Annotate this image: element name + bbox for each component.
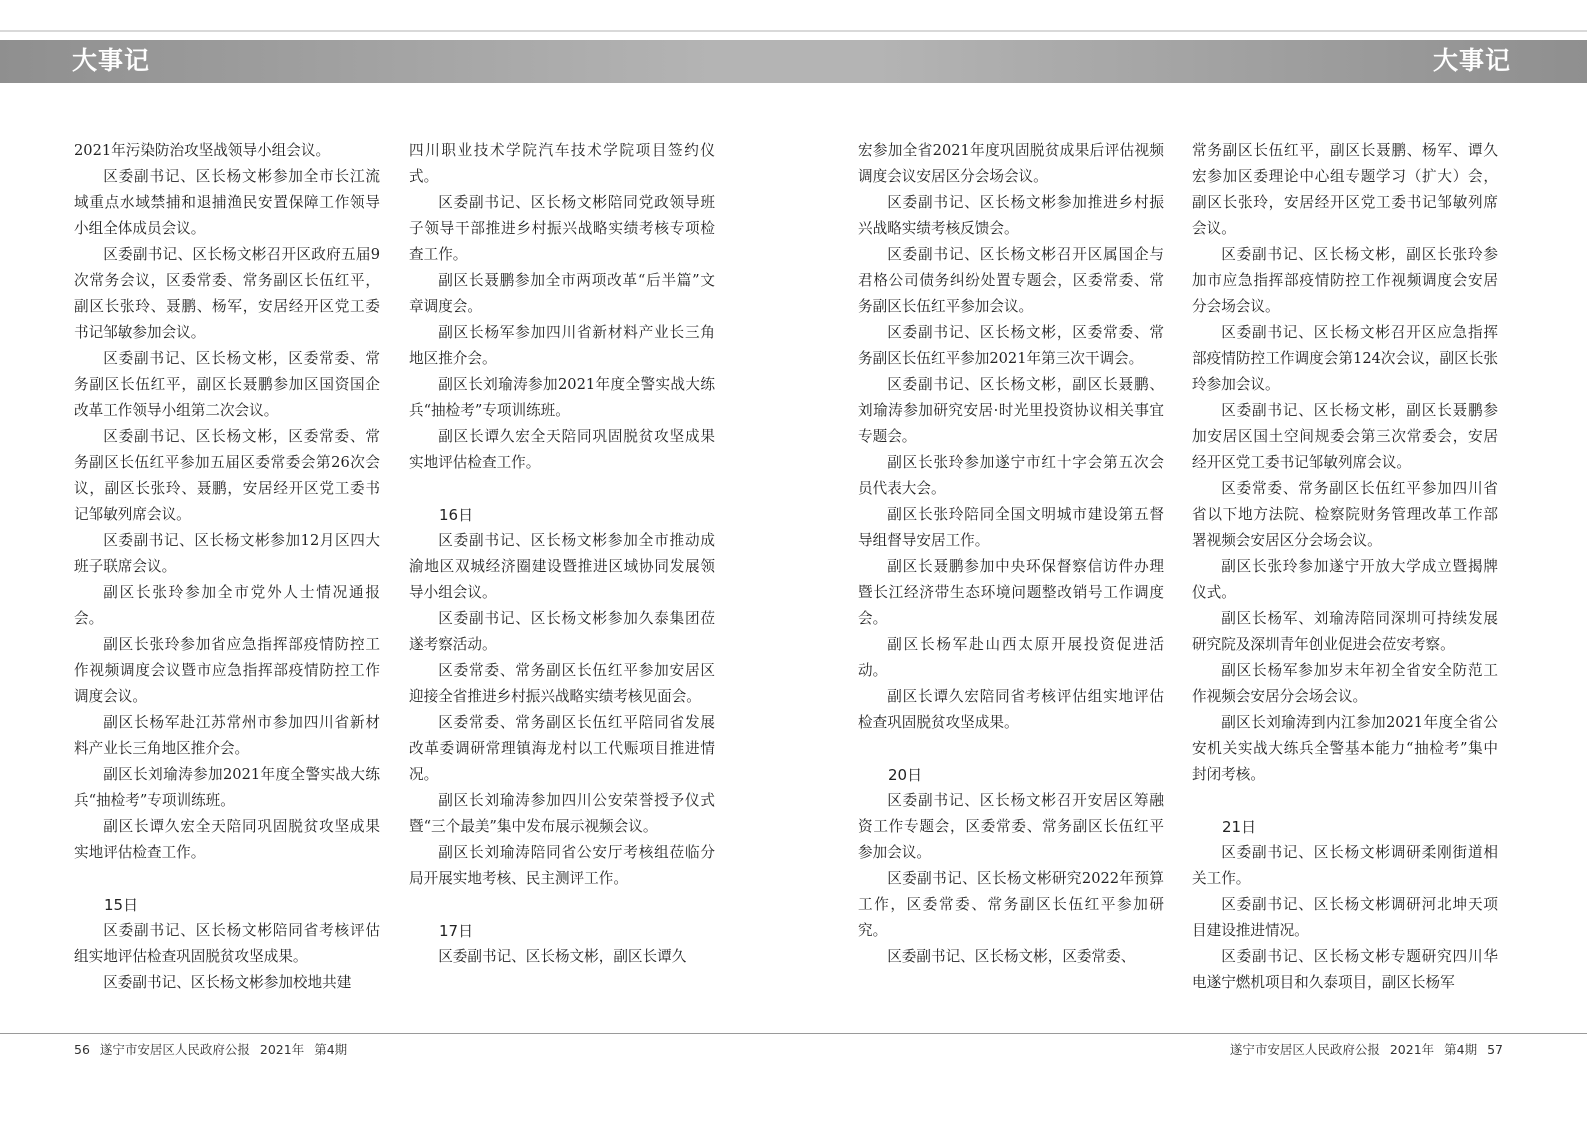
event-paragraph: 区委副书记、区长杨文彬，区委常委、常务副区长伍红平，副区长聂鹏参加区国资国企改革工作领导小组第二次会议。 <box>74 350 380 419</box>
text-column-2 <box>409 138 715 970</box>
issue-number-left: 第4期 <box>314 1042 348 1057</box>
event-paragraph: 副区长刘瑜涛参加四川公安荣誉授予仪式暨“三个最美”集中发布展示视频会议。 <box>409 792 715 835</box>
event-paragraph: 区委副书记、区长杨文彬召开区应急指挥部疫情防控工作调度会第124次会议，副区长张玲参加会议。 <box>1192 324 1498 393</box>
event-paragraph: 区委常委、常务副区长伍红平陪同省发展改革委调研常理镇海龙村以工代赈项目推进情况。 <box>409 714 715 783</box>
event-paragraph: 区委副书记、区长杨文彬陪同党政领导班子领导干部推进乡村振兴战略实绩考核专项检查工作。 <box>409 194 715 263</box>
event-paragraph: 区委副书记、区长杨文彬，副区长谭久 <box>438 948 687 965</box>
date-heading: 15日 <box>104 896 139 914</box>
event-paragraph: 副区长张玲参加全市党外人士情况通报会。 <box>74 584 380 627</box>
date-heading: 16日 <box>439 506 474 524</box>
event-paragraph: 区委副书记、区长杨文彬参加久泰集团莅遂考察活动。 <box>409 610 715 653</box>
event-paragraph: 区委常委、常务副区长伍红平参加四川省省以下地方法院、检察院财务管理改革工作部署视频会安居区分会场会议。 <box>1192 480 1498 549</box>
text-column-1 <box>74 138 380 996</box>
page-number-right: 57 <box>1487 1042 1503 1057</box>
continued-paragraph: 宏参加全省2021年度巩固脱贫成果后评估视频调度会议安居区分会场会议。 <box>858 142 1164 185</box>
publication-name-right: 遂宁市安居区人民政府公报 <box>1229 1042 1380 1057</box>
event-paragraph: 副区长刘瑜涛参加2021年度全警实战大练兵“抽检考”专项训练班。 <box>74 766 380 809</box>
text-column-4 <box>1192 138 1498 996</box>
event-paragraph: 副区长谭久宏陪同省考核评估组实地评估检查巩固脱贫攻坚成果。 <box>858 688 1164 731</box>
event-paragraph: 副区长杨军赴江苏常州市参加四川省新材料产业长三角地区推介会。 <box>74 714 380 757</box>
event-paragraph: 区委副书记、区长杨文彬研究2022年预算工作，区委常委、常务副区长伍红平参加研究。 <box>858 870 1164 939</box>
publication-name-left: 遂宁市安居区人民政府公报 <box>99 1042 250 1057</box>
event-paragraph: 区委副书记、区长杨文彬，区委常委、常务副区长伍红平参加五届区委常委会第26次会议，副区长张玲、聂鹏，安居经开区党工委书记邹敏列席会议。 <box>74 428 380 523</box>
event-paragraph: 区委常委、常务副区长伍红平参加安居区迎接全省推进乡村振兴战略实绩考核见面会。 <box>409 662 715 705</box>
event-paragraph: 副区长张玲参加遂宁市红十字会第五次会员代表大会。 <box>858 454 1164 497</box>
section-title-left: 大事记 <box>72 46 151 75</box>
publication-year-right: 2021年 <box>1389 1042 1435 1057</box>
event-paragraph: 副区长杨军、刘瑜涛陪同深圳可持续发展研究院及深圳青年创业促进会莅安考察。 <box>1192 610 1498 653</box>
event-paragraph: 副区长聂鹏参加中央环保督察信访件办理暨长江经济带生态环境问题整改销号工作调度会。 <box>858 558 1164 627</box>
event-paragraph: 副区长张玲参加省应急指挥部疫情防控工作视频调度会议暨市应急指挥部疫情防控工作调度会议。 <box>74 636 380 705</box>
header-band <box>0 40 1587 83</box>
event-paragraph: 副区长聂鹏参加全市两项改革“后半篇”文章调度会。 <box>409 272 715 315</box>
event-paragraph: 副区长刘瑜涛参加2021年度全警实战大练兵“抽检考”专项训练班。 <box>409 376 715 419</box>
continued-paragraph: 2021年污染防治攻坚战领导小组会议。 <box>74 142 331 159</box>
top-rule <box>0 30 1587 32</box>
footer-left <box>74 1040 353 1060</box>
continued-paragraph: 四川职业技术学院汽车技术学院项目签约仪式。 <box>409 142 715 185</box>
text-column-3 <box>858 138 1164 970</box>
continued-paragraph: 常务副区长伍红平，副区长聂鹏、杨军、谭久宏参加区委理论中心组专题学习（扩大）会，副区长张玲，安居经开区党工委书记邹敏列席会议。 <box>1192 142 1498 237</box>
event-paragraph: 区委副书记、区长杨文彬专题研究四川华电遂宁燃机项目和久泰项目，副区长杨军 <box>1192 948 1498 991</box>
event-paragraph: 区委副书记、区长杨文彬调研柔刚街道相关工作。 <box>1192 844 1498 887</box>
event-paragraph: 区委副书记、区长杨文彬参加全市推动成渝地区双城经济圈建设暨推进区域协同发展领导小组会议。 <box>409 532 715 601</box>
event-paragraph: 区委副书记、区长杨文彬召开安居区筹融资工作专题会，区委常委、常务副区长伍红平参加会议。 <box>858 792 1164 861</box>
event-paragraph: 区委副书记、区长杨文彬，副区长张玲参加市应急指挥部疫情防控工作视频调度会安居分会场会议。 <box>1192 246 1498 315</box>
footer-rule <box>0 1033 1587 1034</box>
event-paragraph: 副区长张玲陪同全国文明城市建设第五督导组督导安居工作。 <box>858 506 1164 549</box>
event-paragraph: 区委副书记、区长杨文彬陪同省考核评估组实地评估检查巩固脱贫攻坚成果。 <box>74 922 380 965</box>
event-paragraph: 区委副书记、区长杨文彬参加推进乡村振兴战略实绩考核反馈会。 <box>858 194 1164 237</box>
page-number-left: 56 <box>74 1042 90 1057</box>
event-paragraph: 副区长张玲参加遂宁开放大学成立暨揭牌仪式。 <box>1192 558 1498 601</box>
event-paragraph: 区委副书记、区长杨文彬召开区政府五届9次常务会议，区委常委、常务副区长伍红平，副区长张玲、聂鹏、杨军，安居经开区党工委书记邹敏参加会议。 <box>74 246 380 341</box>
publication-year-left: 2021年 <box>259 1042 305 1057</box>
event-paragraph: 区委副书记、区长杨文彬，副区长聂鹏、刘瑜涛参加研究安居·时光里投资协议相关事宜专题会。 <box>858 376 1164 445</box>
event-paragraph: 区委副书记、区长杨文彬调研河北坤天项目建设推进情况。 <box>1192 896 1498 939</box>
event-paragraph: 区委副书记、区长杨文彬召开区属国企与君格公司债务纠纷处置专题会，区委常委、常务副区长伍红平参加会议。 <box>858 246 1164 315</box>
event-paragraph: 区委副书记、区长杨文彬，副区长聂鹏参加安居区国土空间规委会第三次常委会，安居经开区党工委书记邹敏列席会议。 <box>1192 402 1498 471</box>
date-heading: 20日 <box>888 766 923 784</box>
event-paragraph: 副区长杨军参加岁末年初全省安全防范工作视频会安居分会场会议。 <box>1192 662 1498 705</box>
event-paragraph: 副区长刘瑜涛陪同省公安厅考核组莅临分局开展实地考核、民主测评工作。 <box>409 844 715 887</box>
date-heading: 21日 <box>1222 818 1257 836</box>
event-paragraph: 区委副书记、区长杨文彬，区委常委、常务副区长伍红平参加2021年第三次干调会。 <box>858 324 1164 367</box>
section-title-right: 大事记 <box>1432 46 1511 75</box>
event-paragraph: 副区长刘瑜涛到内江参加2021年度全省公安机关实战大练兵全警基本能力“抽检考”集中封闭考核。 <box>1192 714 1498 783</box>
event-paragraph: 区委副书记、区长杨文彬参加12月区四大班子联席会议。 <box>74 532 380 575</box>
date-heading: 17日 <box>439 922 474 940</box>
event-paragraph: 区委副书记、区长杨文彬，区委常委、 <box>887 948 1136 965</box>
event-paragraph: 副区长谭久宏全天陪同巩固脱贫攻坚成果实地评估检查工作。 <box>409 428 715 471</box>
event-paragraph: 副区长谭久宏全天陪同巩固脱贫攻坚成果实地评估检查工作。 <box>74 818 380 861</box>
issue-number-right: 第4期 <box>1444 1042 1478 1057</box>
footer-right <box>1224 1040 1503 1060</box>
event-paragraph: 区委副书记、区长杨文彬参加全市长江流域重点水域禁捕和退捕渔民安置保障工作领导小组全体成员会议。 <box>74 168 380 237</box>
event-paragraph: 副区长杨军参加四川省新材料产业长三角地区推介会。 <box>409 324 715 367</box>
event-paragraph: 副区长杨军赴山西太原开展投资促进活动。 <box>858 636 1164 679</box>
event-paragraph: 区委副书记、区长杨文彬参加校地共建 <box>103 974 352 991</box>
